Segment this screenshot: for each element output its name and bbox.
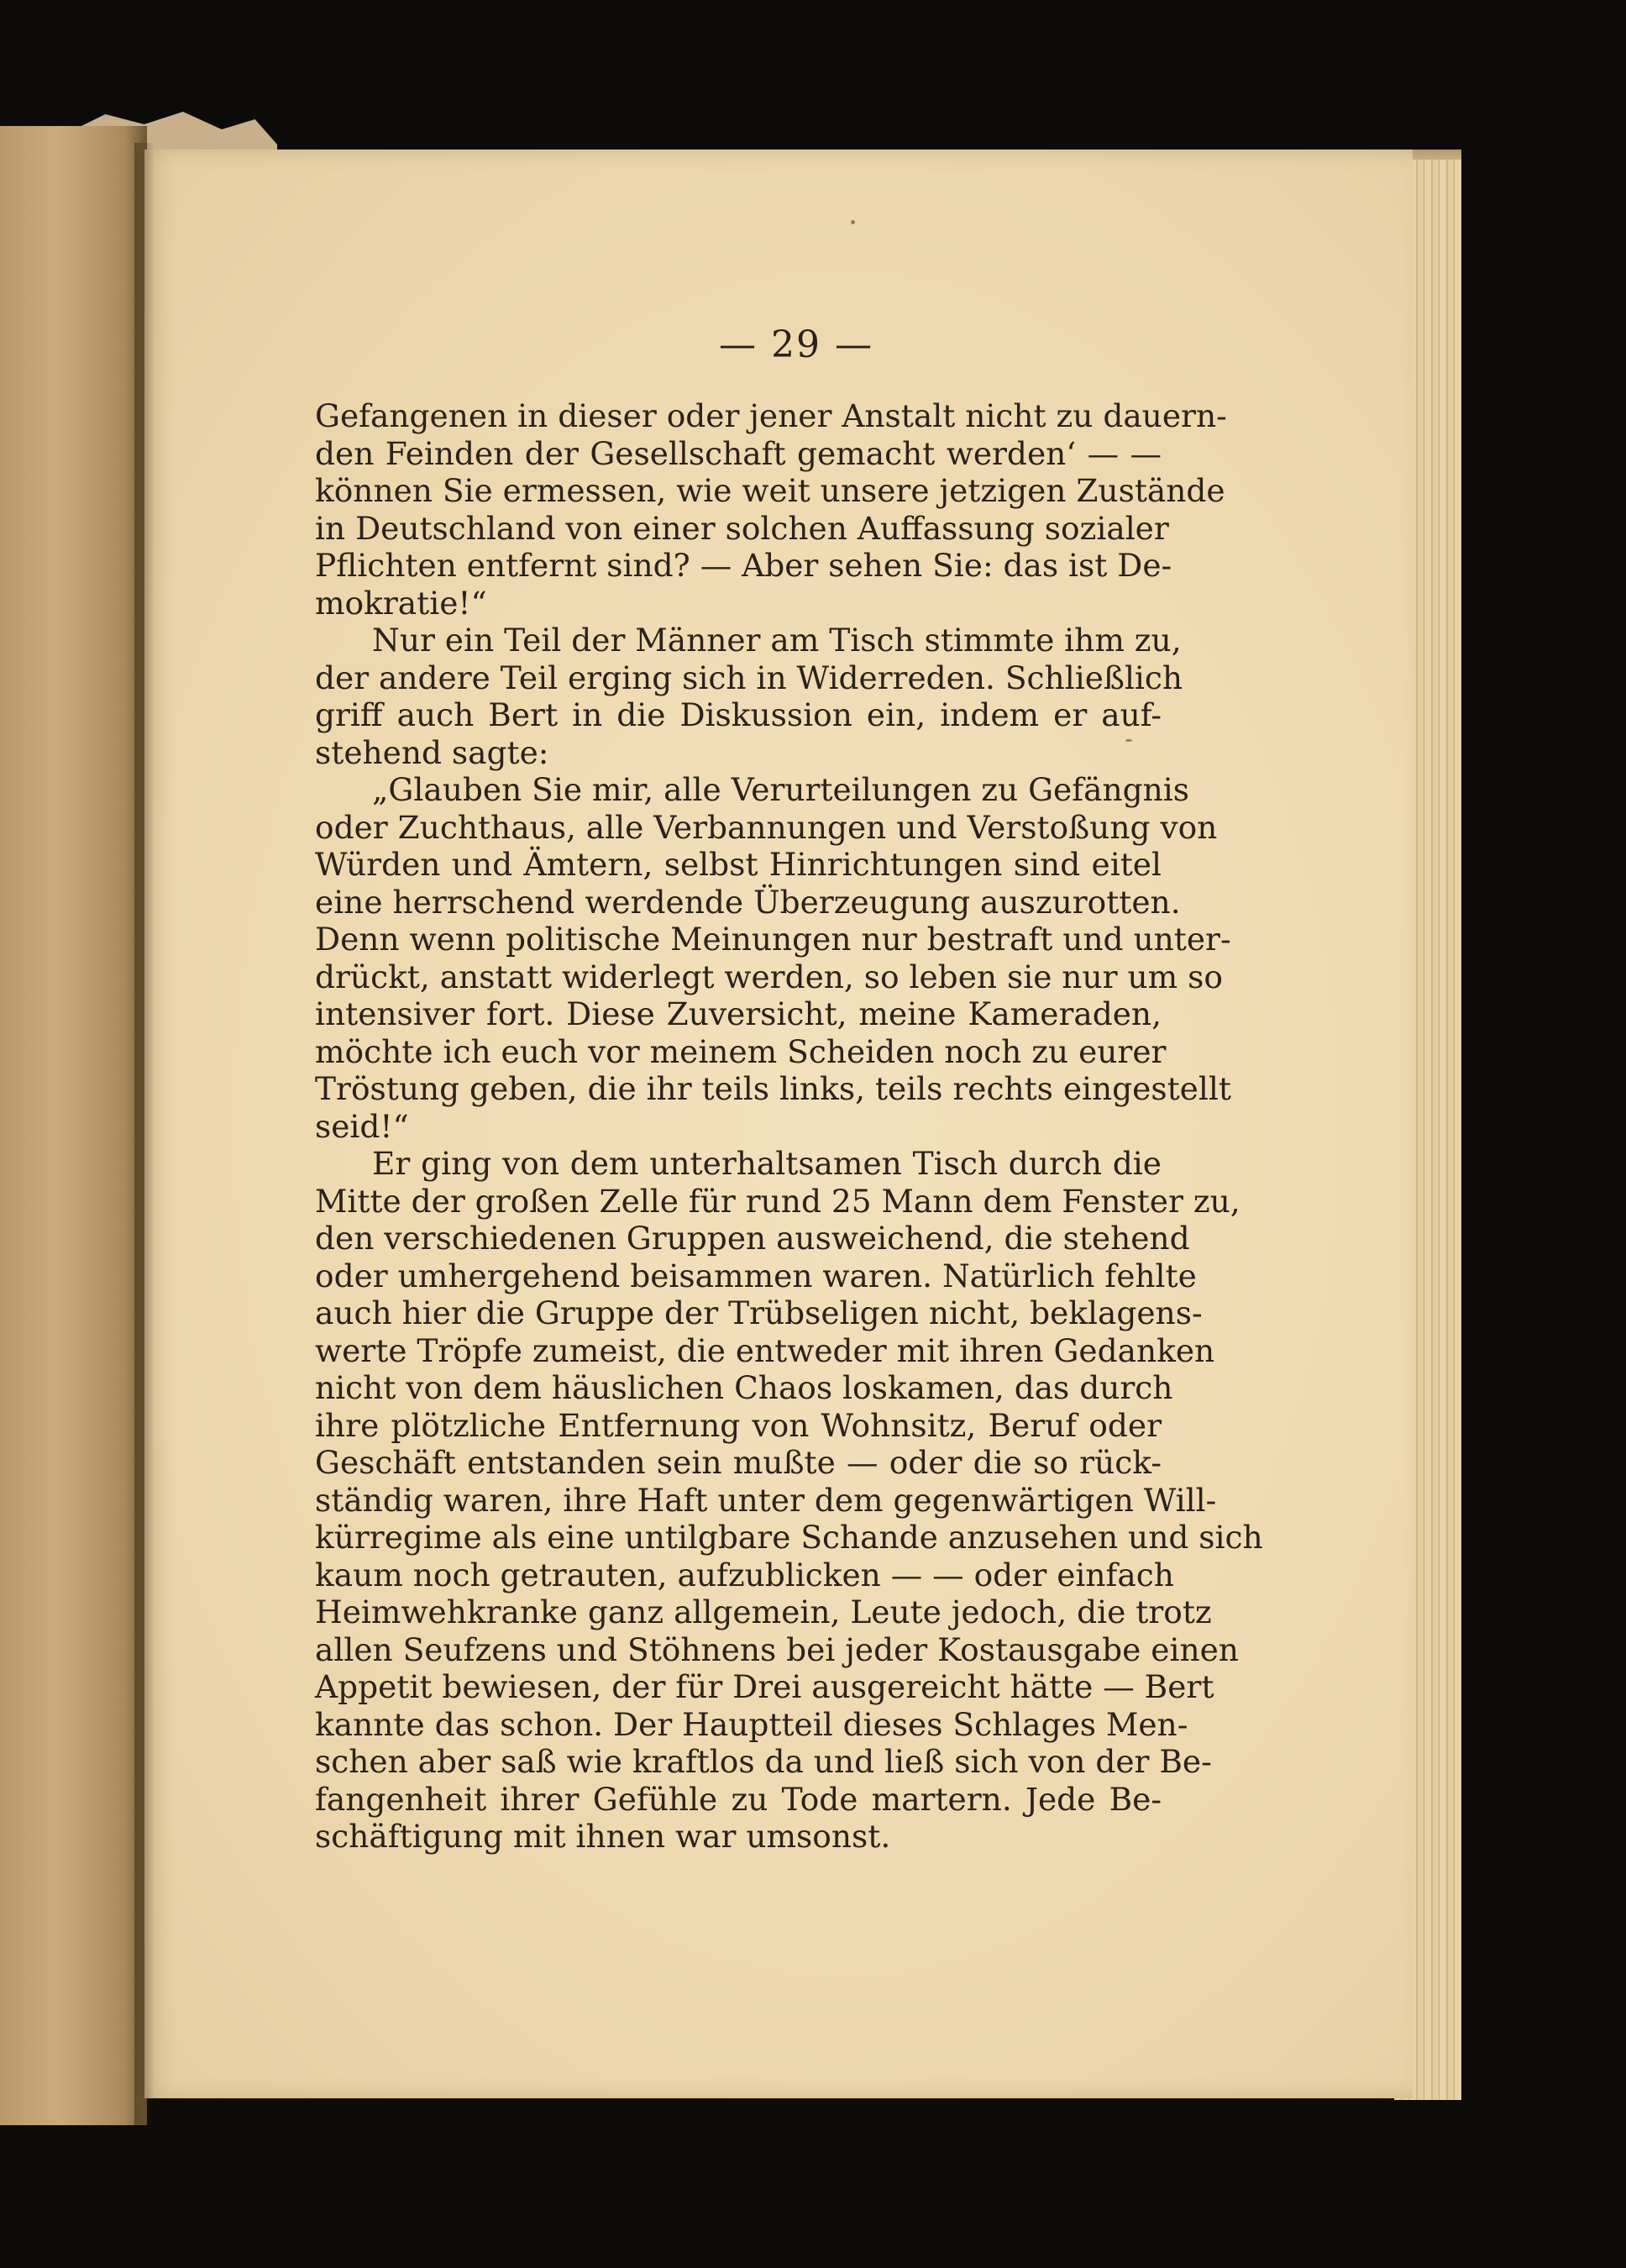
text-line: werte Tröpfe zumeist, die entweder mit ihren Gedanken: [315, 1331, 1215, 1369]
text-line: kaum noch getrauten, aufzublicken — — oder einfach: [315, 1556, 1174, 1593]
text-line: können Sie ermessen, wie weit unsere jetzigen Zustände: [315, 472, 1225, 509]
text-line: kürregime als eine untilgbare Schande anzusehen und sich: [315, 1519, 1263, 1556]
text-line: Denn wenn politische Meinungen nur bestraft und unter-: [315, 921, 1231, 958]
text-line: oder Zuchthaus, alle Verbannungen und Verstoßung von: [315, 808, 1218, 846]
text-line: ihre plötzliche Entfernung von Wohnsitz, Beruf oder: [315, 1406, 1162, 1444]
text-line: Er ging von dem unterhaltsamen Tisch durch die: [372, 1145, 1162, 1182]
text-line: den verschiedenen Gruppen ausweichend, die stehend: [315, 1220, 1190, 1257]
paper-speck: [851, 220, 855, 224]
text-line: der andere Teil erging sich in Widerreden. Schließlich: [315, 659, 1183, 696]
text-line: eine herrschend werdende Überzeugung auszurotten.: [315, 883, 1181, 921]
text-line: Appetit bewiesen, der für Drei ausgereicht hätte — Bert: [315, 1668, 1214, 1705]
text-line: intensiver fort. Diese Zuversicht, meine Kameraden,: [315, 995, 1162, 1032]
text-line: in Deutschland von einer solchen Auffassung sozialer: [315, 509, 1169, 547]
text-line: drückt, anstatt widerlegt werden, so leben sie nur um so: [315, 958, 1223, 995]
text-line: griff auch Bert in die Diskussion ein, indem er auf-: [315, 696, 1162, 733]
text-line: ständig waren, ihre Haft unter dem gegenwärtigen Will-: [315, 1481, 1217, 1519]
text-line: seid!“: [315, 1107, 409, 1145]
text-line: Würden und Ämtern, selbst Hinrichtungen sind eitel: [315, 846, 1162, 883]
text-line: oder umhergehend beisammen waren. Natürlich fehlte: [315, 1257, 1197, 1294]
text-line: kannte das schon. Der Hauptteil dieses Schlages Men-: [315, 1705, 1188, 1743]
text-line: nicht von dem häuslichen Chaos loskamen, das durch: [315, 1369, 1173, 1406]
text-line: Mitte der großen Zelle für rund 25 Mann dem Fenster zu,: [315, 1182, 1240, 1220]
page-number-label: — 29 —: [719, 323, 873, 366]
text-line: schen aber saß wie kraftlos da und ließ sich von der Be-: [315, 1743, 1212, 1780]
text-line: möchte ich euch vor meinem Scheiden noch zu eurer: [315, 1032, 1167, 1070]
text-line: fangenheit ihrer Gefühle zu Tode martern. Jede Be-: [315, 1780, 1162, 1818]
text-line: schäftigung mit ihnen war umsonst.: [315, 1818, 891, 1855]
body-text: [315, 397, 1263, 1859]
spine-shadow: [134, 143, 155, 2125]
text-line: Geschäft entstanden sein mußte — oder die so rück-: [315, 1444, 1162, 1481]
text-line: den Feinden der Gesellschaft gemacht werden‘ — —: [315, 434, 1162, 472]
text-line: Pflichten entfernt sind? — Aber sehen Sie: das ist De-: [315, 547, 1172, 584]
text-line: Gefangenen in dieser oder jener Anstalt nicht zu dauern-: [315, 397, 1227, 434]
text-line: „Glauben Sie mir, alle Verurteilungen zu Gefängnis: [372, 771, 1190, 808]
text-line: Heimwehkranke ganz allgemein, Leute jedoch, die trotz: [315, 1593, 1212, 1630]
text-line: allen Seufzens und Stöhnens bei jeder Kostausgabe einen: [315, 1630, 1239, 1668]
text-line: Nur ein Teil der Männer am Tisch stimmte ihm zu,: [372, 622, 1182, 659]
previous-page-edge: [0, 126, 147, 2125]
text-line: stehend sagte:: [315, 733, 549, 771]
page-number: [0, 323, 1626, 366]
text-line: mokratie!“: [315, 584, 487, 622]
text-line: Tröstung geben, die ihr teils links, teils rechts eingestellt: [315, 1070, 1231, 1107]
text-line: auch hier die Gruppe der Trübseligen nicht, beklagens-: [315, 1294, 1203, 1331]
